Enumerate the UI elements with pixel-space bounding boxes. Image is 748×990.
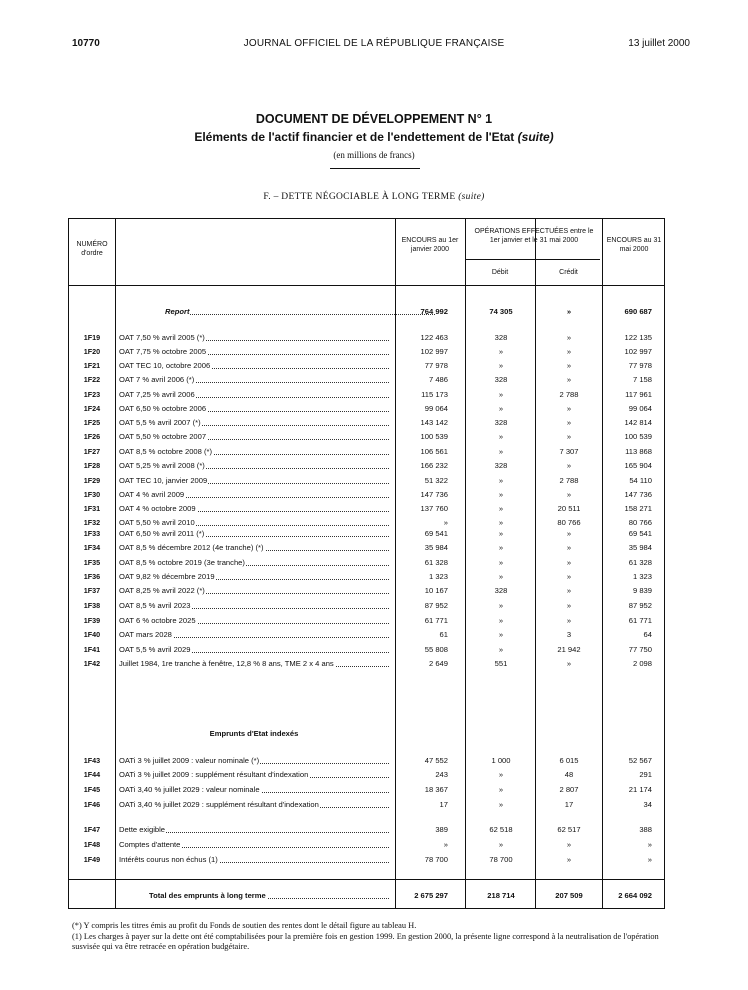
row-label-text: OAT 5,25 % avril 2008 (*) [119, 461, 205, 470]
row-label-text: OAT 9,82 % décembre 2019 [119, 572, 215, 581]
encours-end-value: 52 567 [628, 756, 652, 765]
credit-value: 3 [566, 630, 572, 639]
table-row [69, 503, 664, 514]
journal-title: JOURNAL OFFICIEL DE LA RÉPUBLIQUE FRANÇAISE [243, 38, 505, 49]
encours-start-value: 61 328 [424, 558, 448, 567]
encours-end-value: » [647, 855, 652, 864]
row-label-text: OAT TEC 10, janvier 2009 [119, 476, 208, 485]
row-number: 1F36 [83, 572, 101, 581]
credit-value: » [566, 307, 572, 316]
debit-value: 328 [494, 333, 508, 342]
encours-end-value: 142 814 [624, 418, 652, 427]
table-row [69, 890, 664, 901]
row-label [119, 644, 389, 655]
table-row [69, 346, 664, 357]
table-row [69, 403, 664, 414]
table-row [69, 389, 664, 400]
credit-value: » [566, 543, 572, 552]
encours-start-value: 99 064 [424, 404, 448, 413]
table-row [69, 557, 664, 568]
debit-value: » [498, 785, 504, 794]
row-number: 1F44 [83, 770, 101, 779]
debit-value: » [498, 601, 504, 610]
debit-value: » [498, 630, 504, 639]
encours-end-value: 69 541 [628, 529, 652, 538]
row-label [165, 306, 435, 317]
encours-start-value: 77 978 [424, 361, 448, 370]
table-row [69, 417, 664, 428]
encours-end-value: 2 664 092 [618, 891, 652, 900]
header-operations: OPÉRATIONS EFFECTUÉES entre le 1er janvier et le 31 mai 2000 [474, 228, 594, 244]
encours-end-value: 61 771 [628, 616, 652, 625]
credit-value: » [566, 333, 572, 342]
encours-start-value: 106 561 [420, 447, 448, 456]
row-label [119, 784, 389, 795]
document-title: DOCUMENT DE DÉVELOPPEMENT N° 1 [255, 112, 493, 126]
table-row [69, 644, 664, 655]
credit-value: 7 307 [559, 447, 579, 456]
row-label-text: OAT 5,50 % octobre 2007 [119, 432, 207, 441]
row-number: 1F28 [83, 461, 101, 470]
encours-end-value: 291 [639, 770, 652, 779]
encours-start-value: 100 539 [420, 432, 448, 441]
encours-end-value: 113 868 [625, 447, 652, 456]
encours-start-value: 7 486 [428, 375, 448, 384]
encours-end-value: 388 [639, 825, 652, 834]
row-label [119, 417, 389, 428]
table-row [69, 629, 664, 640]
encours-start-value: 243 [435, 770, 448, 779]
header-debit: Débit [491, 269, 509, 276]
encours-end-value: 87 952 [628, 601, 652, 610]
credit-value: » [566, 404, 572, 413]
debit-value: » [498, 645, 504, 654]
row-label [119, 799, 389, 810]
row-number: 1F19 [83, 333, 101, 342]
encours-end-value: 99 064 [628, 404, 652, 413]
debit-value: » [498, 840, 504, 849]
credit-value: 6 015 [559, 756, 579, 765]
debit-value: 218 714 [487, 891, 515, 900]
row-number: 1F31 [83, 504, 101, 513]
encours-start-value: 47 552 [424, 756, 448, 765]
encours-end-value: 77 978 [628, 361, 652, 370]
credit-value: » [566, 418, 572, 427]
debit-value: » [498, 800, 504, 809]
row-label [119, 389, 389, 400]
table-row [69, 839, 664, 850]
row-label [119, 769, 389, 780]
row-number: 1F22 [83, 375, 101, 384]
credit-value: 2 788 [559, 476, 579, 485]
row-number: 1F26 [83, 432, 101, 441]
credit-value: » [566, 361, 572, 370]
row-number: 1F48 [83, 840, 101, 849]
row-label [119, 854, 389, 865]
debit-value: 328 [494, 461, 508, 470]
encours-start-value: 55 808 [424, 645, 448, 654]
table-row [69, 475, 664, 486]
row-label [119, 824, 389, 835]
table-row [69, 446, 664, 457]
encours-end-value: 165 904 [624, 461, 652, 470]
debit-value: 328 [494, 375, 508, 384]
encours-end-value: » [647, 840, 652, 849]
row-label-text: Total des emprunts à long terme [149, 891, 266, 900]
credit-value: 2 807 [559, 785, 579, 794]
section-suffix: (suite) [458, 192, 485, 202]
encours-end-value: 158 271 [624, 504, 652, 513]
row-label-text: OAT 8,5 % décembre 2012 (4e tranche) (*) [119, 543, 264, 552]
debit-value: 1 000 [491, 756, 511, 765]
row-number: 1F30 [83, 490, 101, 499]
row-label [119, 446, 389, 457]
encours-start-value: » [443, 840, 448, 849]
row-label [119, 528, 389, 539]
encours-end-value: 54 110 [629, 476, 652, 485]
debit-value: » [498, 572, 504, 581]
row-label-text: OAT 7,50 % avril 2005 (*) [119, 333, 205, 342]
debit-value: » [498, 361, 504, 370]
row-label [119, 475, 389, 486]
encours-end-value: 117 961 [625, 390, 652, 399]
subtitle-suffix: (suite) [517, 130, 554, 144]
page-number: 10770 [72, 38, 100, 49]
encours-start-value: 78 700 [424, 855, 448, 864]
row-label [119, 585, 389, 596]
debit-value: » [498, 529, 504, 538]
debit-value: » [498, 447, 504, 456]
row-label-text: OAT 5,5 % avril 2007 (*) [119, 418, 201, 427]
encours-end-value: 122 135 [624, 333, 652, 342]
row-number: 1F25 [83, 418, 101, 427]
row-label-text: OATi 3,40 % juillet 2029 : supplément résultant d'indexation [119, 800, 319, 809]
table-row [69, 600, 664, 611]
unit-note: (en millions de francs) [333, 150, 415, 160]
encours-end-value: 9 839 [632, 586, 652, 595]
row-label-text: OAT mars 2028 [119, 630, 172, 639]
row-label [119, 755, 389, 766]
row-label-text: OAT 7,75 % octobre 2005 [119, 347, 207, 356]
encours-start-value: 10 167 [424, 586, 448, 595]
row-label-text: OAT 6 % octobre 2025 [119, 616, 196, 625]
row-label-text: Comptes d'attente [119, 840, 181, 849]
row-number: 1F41 [83, 645, 101, 654]
encours-start-value: 69 541 [424, 529, 448, 538]
debit-value: » [498, 390, 504, 399]
encours-start-value: 2 675 297 [414, 891, 448, 900]
row-label [119, 460, 389, 471]
row-label [119, 489, 389, 500]
row-label [119, 332, 389, 343]
row-label [119, 403, 389, 414]
encours-end-value: 100 539 [624, 432, 652, 441]
encours-start-value: 61 [439, 630, 448, 639]
encours-start-value: 166 232 [420, 461, 448, 470]
debit-value: 328 [494, 418, 508, 427]
table-row [69, 585, 664, 596]
row-number: 1F49 [83, 855, 101, 864]
credit-value: 2 788 [559, 390, 579, 399]
row-label [119, 346, 389, 357]
section-text: F. – DETTE NÉGOCIABLE À LONG TERME [263, 192, 456, 202]
encours-end-value: 77 750 [628, 645, 652, 654]
row-label-text: OAT 6,50 % octobre 2006 [119, 404, 207, 413]
row-label-text: Report [165, 307, 190, 316]
encours-end-value: 102 997 [624, 347, 652, 356]
row-number: 1F46 [83, 800, 101, 809]
table-row [69, 824, 664, 835]
row-number: 1F35 [83, 558, 101, 567]
header-encours-start: ENCOURS au 1er janvier 2000 [401, 237, 459, 253]
credit-value: » [566, 601, 572, 610]
table-row [69, 542, 664, 553]
row-label-text: OAT 4 % octobre 2009 [119, 504, 196, 513]
credit-value: » [566, 347, 572, 356]
table-row [69, 615, 664, 626]
header-credit: Crédit [559, 269, 578, 276]
debit-value: » [498, 404, 504, 413]
row-number: 1F29 [83, 476, 101, 485]
total-rule [69, 879, 664, 880]
row-number: 1F38 [83, 601, 101, 610]
table-row [69, 460, 664, 471]
row-label-text: Intérêts courus non échus (1) [119, 855, 218, 864]
table-row [69, 571, 664, 582]
row-number: 1F34 [83, 543, 101, 552]
row-label [119, 542, 389, 553]
encours-end-value: 35 984 [628, 543, 652, 552]
table-row [69, 854, 664, 865]
row-label [119, 503, 389, 514]
table-row [69, 517, 664, 528]
debit-value: 62 518 [489, 825, 513, 834]
credit-value: 17 [564, 800, 574, 809]
credit-value: » [566, 529, 572, 538]
encours-start-value: 137 760 [420, 504, 448, 513]
publication-date: 13 juillet 2000 [628, 38, 690, 49]
row-number: 1F42 [83, 659, 101, 668]
debit-value: 74 305 [489, 307, 513, 316]
encours-end-value: 80 766 [628, 518, 652, 527]
footnote-one: (1) Les charges à payer sur la dette ont été comptabilisées pour la première fois en gestion 1999. En gestion 2000, la présente ligne correspond à la neutralisation de l'opération susvisée qui va être retracée en opération budgétaire. [72, 932, 659, 951]
row-label-text: OAT 8,5 % octobre 2008 (*) [119, 447, 213, 456]
table-row [69, 658, 664, 669]
debit-value: » [498, 543, 504, 552]
table-row [69, 528, 664, 539]
row-number: 1F20 [83, 347, 101, 356]
table-row [69, 360, 664, 371]
row-number: 1F23 [83, 390, 101, 399]
credit-value: » [566, 616, 572, 625]
encours-start-value: 1 323 [428, 572, 448, 581]
row-label-text: OAT 7 % avril 2006 (*) [119, 375, 195, 384]
footnote-star: (*) Y compris les titres émis au profit du Fonds de soutien des rentes dont le détail figure au tableau H. [72, 921, 417, 930]
row-label [149, 890, 389, 901]
credit-value: » [566, 461, 572, 470]
encours-end-value: 2 098 [632, 659, 652, 668]
encours-start-value: 147 736 [420, 490, 448, 499]
credit-value: » [566, 558, 572, 567]
encours-end-value: 34 [643, 800, 652, 809]
row-number: 1F24 [83, 404, 101, 413]
row-label [119, 615, 389, 626]
row-number: 1F21 [83, 361, 101, 370]
encours-start-value: 61 771 [424, 616, 448, 625]
table-row [69, 755, 664, 766]
row-number: 1F32 [83, 518, 101, 527]
credit-value: 62 517 [557, 825, 581, 834]
row-label-text: OAT 5,50 % avril 2010 [119, 518, 195, 527]
encours-end-value: 1 323 [632, 572, 652, 581]
row-label-text: OATi 3,40 % juillet 2029 : valeur nominale [119, 785, 260, 794]
row-label [119, 839, 389, 850]
debit-value: 78 700 [489, 855, 513, 864]
row-number: 1F39 [83, 616, 101, 625]
row-number: 1F47 [83, 825, 101, 834]
header-bottom-rule [69, 285, 664, 286]
credit-value: » [566, 586, 572, 595]
encours-start-value: 35 984 [424, 543, 448, 552]
row-label-text: OAT 8,25 % avril 2022 (*) [119, 586, 205, 595]
document-subtitle [0, 130, 748, 144]
debit-value: » [498, 616, 504, 625]
credit-value: 80 766 [557, 518, 581, 527]
debit-value: 328 [494, 586, 508, 595]
table-row [69, 784, 664, 795]
debt-table [68, 218, 665, 909]
debit-value: » [498, 347, 504, 356]
row-label-text: OAT 7,25 % avril 2006 [119, 390, 195, 399]
row-label [119, 600, 389, 611]
encours-end-value: 147 736 [624, 490, 652, 499]
row-label [119, 374, 389, 385]
operations-subrule [465, 259, 600, 260]
encours-start-value: 18 367 [424, 785, 448, 794]
row-label-text: OATi 3 % juillet 2009 : valeur nominale (*) [119, 756, 260, 765]
row-label-text: OAT 8,5 % octobre 2019 (3e tranche) [119, 558, 245, 567]
table-row [69, 306, 664, 317]
row-label-text: Dette exigible [119, 825, 166, 834]
encours-start-value: 122 463 [420, 333, 448, 342]
row-label [119, 360, 389, 371]
row-label-text: OAT TEC 10, octobre 2006 [119, 361, 211, 370]
table-row [69, 799, 664, 810]
encours-end-value: 690 687 [624, 307, 652, 316]
row-number: 1F43 [83, 756, 101, 765]
debit-value: » [498, 490, 504, 499]
debit-value: » [498, 432, 504, 441]
debit-value: 551 [494, 659, 508, 668]
row-number: 1F40 [83, 630, 101, 639]
row-label [119, 517, 389, 528]
header-encours-end: ENCOURS au 31 mai 2000 [606, 237, 662, 253]
row-label [119, 557, 389, 568]
row-label [119, 571, 389, 582]
table-row [69, 374, 664, 385]
encours-start-value: 764 992 [420, 307, 448, 316]
encours-start-value: 87 952 [424, 601, 448, 610]
row-label [119, 431, 389, 442]
encours-start-value: » [443, 518, 448, 527]
debit-value: » [498, 558, 504, 567]
encours-end-value: 61 328 [628, 558, 652, 567]
encours-end-value: 7 158 [632, 375, 652, 384]
table-row [69, 769, 664, 780]
credit-value: » [566, 659, 572, 668]
encours-end-value: 64 [643, 630, 652, 639]
credit-value: 20 511 [557, 504, 581, 513]
credit-value: » [566, 855, 572, 864]
row-number: 1F27 [83, 447, 101, 456]
row-number: 1F45 [83, 785, 101, 794]
credit-value: » [566, 432, 572, 441]
encours-end-value: 21 174 [628, 785, 652, 794]
section-title [0, 192, 748, 202]
encours-start-value: 102 997 [420, 347, 448, 356]
encours-start-value: 17 [439, 800, 448, 809]
credit-value: 48 [564, 770, 574, 779]
row-number: 1F33 [83, 529, 101, 538]
row-label [119, 629, 389, 640]
encours-start-value: 51 322 [424, 476, 448, 485]
row-label [119, 658, 389, 669]
row-label-text: OAT 8,5 % avril 2023 [119, 601, 191, 610]
debit-value: » [498, 770, 504, 779]
credit-value: 21 942 [557, 645, 581, 654]
row-label-text: Juillet 1984, 1re tranche à fenêtre, 12,8 % 8 ans, TME 2 x 4 ans [119, 659, 334, 668]
encours-start-value: 389 [435, 825, 448, 834]
row-label-text: OAT 4 % avril 2009 [119, 490, 185, 499]
header-num: NUMÉRO d'ordre [76, 241, 108, 257]
indexed-section-title: Emprunts d'Etat indexés [209, 729, 299, 738]
table-row [69, 431, 664, 442]
credit-value: » [566, 840, 572, 849]
credit-value: » [566, 490, 572, 499]
row-label-text: OATi 3 % juillet 2009 : supplément résultant d'indexation [119, 770, 309, 779]
debit-value: » [498, 518, 504, 527]
subtitle-text: Eléments de l'actif financier et de l'endettement de l'Etat [194, 130, 515, 144]
credit-value: 207 509 [555, 891, 583, 900]
table-row [69, 332, 664, 343]
credit-value: » [566, 572, 572, 581]
row-label-text: OAT 6,50 % avril 2011 (*) [119, 529, 205, 538]
credit-value: » [566, 375, 572, 384]
encours-start-value: 143 142 [420, 418, 448, 427]
row-number: 1F37 [83, 586, 101, 595]
table-row [69, 489, 664, 500]
encours-start-value: 2 649 [428, 659, 448, 668]
debit-value: » [498, 476, 504, 485]
encours-start-value: 115 173 [421, 390, 448, 399]
title-divider [330, 168, 420, 169]
debit-value: » [498, 504, 504, 513]
row-label-text: OAT 5,5 % avril 2029 [119, 645, 191, 654]
